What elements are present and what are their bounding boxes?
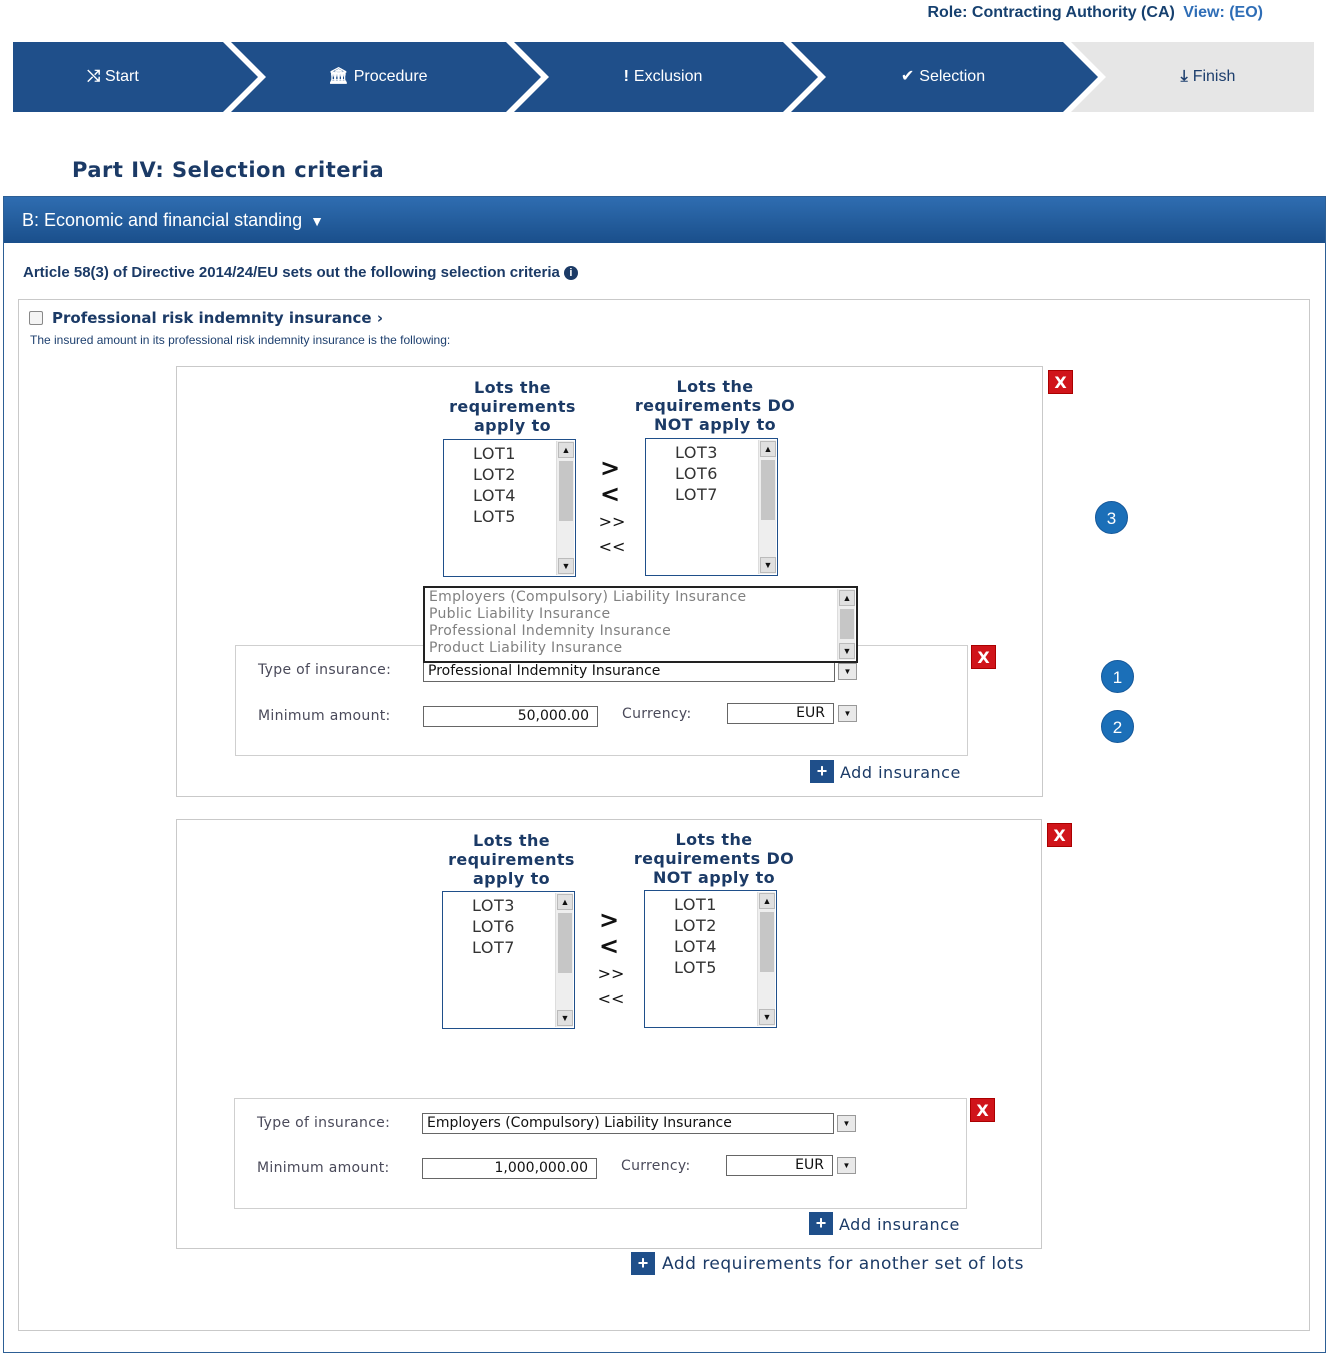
page-title: Part IV: Selection criteria [72,158,385,182]
article-text: Article 58(3) of Directive 2014/24/EU sets out the following selection criteria i [23,264,578,281]
insurance-type-select[interactable]: Professional Indemnity Insurance [423,661,835,682]
currency-label: Currency: [622,706,692,722]
minimum-amount-label: Minimum amount: [257,1160,390,1176]
download-icon: ⤓ [1180,68,1188,85]
list-item[interactable]: LOT5 [674,958,717,977]
list-item[interactable]: LOT6 [472,917,515,936]
scroll-down-icon[interactable]: ▼ [558,558,574,574]
scroll-down-icon[interactable]: ▼ [759,1009,775,1025]
chevron-down-icon[interactable]: ▼ [838,663,857,680]
role-label: Role: Contracting Authority (CA) [927,4,1175,21]
add-insurance-1-icon[interactable]: + [810,760,834,783]
scroll-down-icon[interactable]: ▼ [557,1010,573,1026]
not-apply-lots-list[interactable] [645,438,778,576]
type-of-insurance-label: Type of insurance: [258,662,392,678]
bank-icon: 🏛 [328,68,349,85]
type-of-insurance-label: Type of insurance: [257,1115,391,1131]
move-all-right-button[interactable]: >> [597,964,625,983]
scrollbar[interactable] [758,440,776,574]
role-indicator [0,4,1263,22]
move-all-right-button[interactable]: >> [598,512,626,531]
shuffle-icon: ⤭ [87,68,100,85]
wizard-steps [13,42,1314,112]
check-circle-icon: ✔ [900,68,915,85]
scroll-up-icon[interactable]: ▲ [558,442,574,458]
step-finish[interactable]: ⤓ Finish [1180,68,1236,85]
dropdown-option[interactable]: Public Liability Insurance [429,606,611,622]
list-item[interactable]: LOT2 [473,465,516,484]
move-all-left-button[interactable]: << [597,989,625,1008]
minimum-amount-label: Minimum amount: [258,708,391,724]
list-item[interactable]: LOT7 [472,938,515,957]
section-header[interactable] [4,197,1325,243]
scrollbar[interactable] [555,893,573,1027]
step-procedure[interactable]: 🏛 Procedure [328,68,428,85]
annotation-badge-2: 2 [1101,710,1134,743]
insurance-type-select[interactable]: Employers (Compulsory) Liability Insurance [422,1113,834,1134]
scrollbar[interactable] [837,589,855,660]
dropdown-option[interactable]: Professional Indemnity Insurance [429,623,672,639]
view-link[interactable]: View: (EO) [1183,4,1263,21]
not-apply-lots-list[interactable] [644,890,777,1028]
apply-lots-list[interactable] [443,439,576,577]
chevron-right-icon: › [376,309,383,327]
add-insurance-2-button[interactable]: Add insurance [839,1215,960,1234]
scroll-thumb[interactable] [558,913,572,973]
criterion-description: The insured amount in its professional risk indemnity insurance is the following: [30,333,451,347]
scrollbar[interactable] [757,892,775,1026]
step-exclusion[interactable]: ! Exclusion [623,68,703,85]
scroll-thumb[interactable] [559,461,573,521]
scroll-up-icon[interactable]: ▲ [759,893,775,909]
minimum-amount-input[interactable]: 1,000,000.00 [422,1158,597,1179]
list-item[interactable]: LOT6 [675,464,718,483]
list-item[interactable]: LOT3 [675,443,718,462]
currency-select[interactable]: EUR [727,703,834,724]
not-apply-lots-header: Lots the requirements DO NOT apply to [634,377,796,434]
move-all-left-button[interactable]: << [598,537,626,556]
move-right-button[interactable]: > [598,906,620,934]
remove-insurance-2-button[interactable]: X [970,1098,995,1122]
add-lot-set-icon[interactable]: + [631,1252,655,1275]
annotation-badge-3: 3 [1095,501,1128,534]
not-apply-lots-header: Lots the requirements DO NOT apply to [633,830,795,887]
scroll-thumb[interactable] [760,912,774,972]
list-item[interactable]: LOT2 [674,916,717,935]
scroll-down-icon[interactable]: ▼ [760,557,776,573]
apply-lots-list[interactable] [442,891,575,1029]
list-item[interactable]: LOT1 [473,444,516,463]
currency-select[interactable]: EUR [726,1155,833,1176]
list-item[interactable]: LOT4 [473,486,516,505]
currency-label: Currency: [621,1158,691,1174]
info-icon[interactable]: i [564,266,578,280]
scrollbar[interactable] [556,441,574,575]
list-item[interactable]: LOT3 [472,896,515,915]
apply-lots-header: Lots the requirements apply to [448,831,575,888]
criterion-title[interactable]: Professional risk indemnity insurance › [52,309,383,327]
add-lot-set-button[interactable]: Add requirements for another set of lots [662,1254,1024,1274]
add-insurance-2-icon[interactable]: + [809,1212,833,1235]
chevron-down-icon[interactable]: ▼ [837,1157,856,1174]
exclamation-icon: ! [623,68,629,85]
apply-lots-header: Lots the requirements apply to [449,378,576,435]
remove-lot-set-2-button[interactable]: X [1047,823,1072,847]
scroll-thumb[interactable] [840,609,854,639]
list-item[interactable]: LOT7 [675,485,718,504]
dropdown-option[interactable]: Employers (Compulsory) Liability Insurance [429,589,747,605]
move-left-button[interactable]: < [598,932,620,960]
criterion-checkbox[interactable] [29,311,43,325]
move-left-button[interactable]: < [599,480,621,508]
scroll-up-icon[interactable]: ▲ [557,894,573,910]
scroll-up-icon[interactable]: ▲ [760,441,776,457]
insurance-type-dropdown-list[interactable] [423,586,858,663]
list-item[interactable]: LOT5 [473,507,516,526]
dropdown-option[interactable]: Product Liability Insurance [429,640,623,656]
chevron-down-icon[interactable]: ▼ [837,1115,856,1132]
minimum-amount-input[interactable]: 50,000.00 [423,706,598,727]
annotation-badge-1: 1 [1101,660,1134,693]
remove-insurance-1-button[interactable]: X [971,645,996,669]
section-title: B: Economic and financial standing [22,210,303,230]
list-item[interactable]: LOT1 [674,895,717,914]
scroll-up-icon[interactable]: ▲ [839,590,855,606]
chevron-down-icon[interactable]: ▼ [838,705,857,722]
step-selection[interactable]: ✔ Selection [900,68,986,85]
scroll-down-icon[interactable]: ▼ [839,643,855,659]
add-insurance-1-button[interactable]: Add insurance [840,763,961,782]
remove-lot-set-1-button[interactable]: X [1048,370,1073,394]
step-start[interactable]: ⤭ Start [87,68,139,85]
chevron-down-icon: ▼ [310,213,325,229]
scroll-thumb[interactable] [761,460,775,520]
move-right-button[interactable]: > [599,454,621,482]
list-item[interactable]: LOT4 [674,937,717,956]
